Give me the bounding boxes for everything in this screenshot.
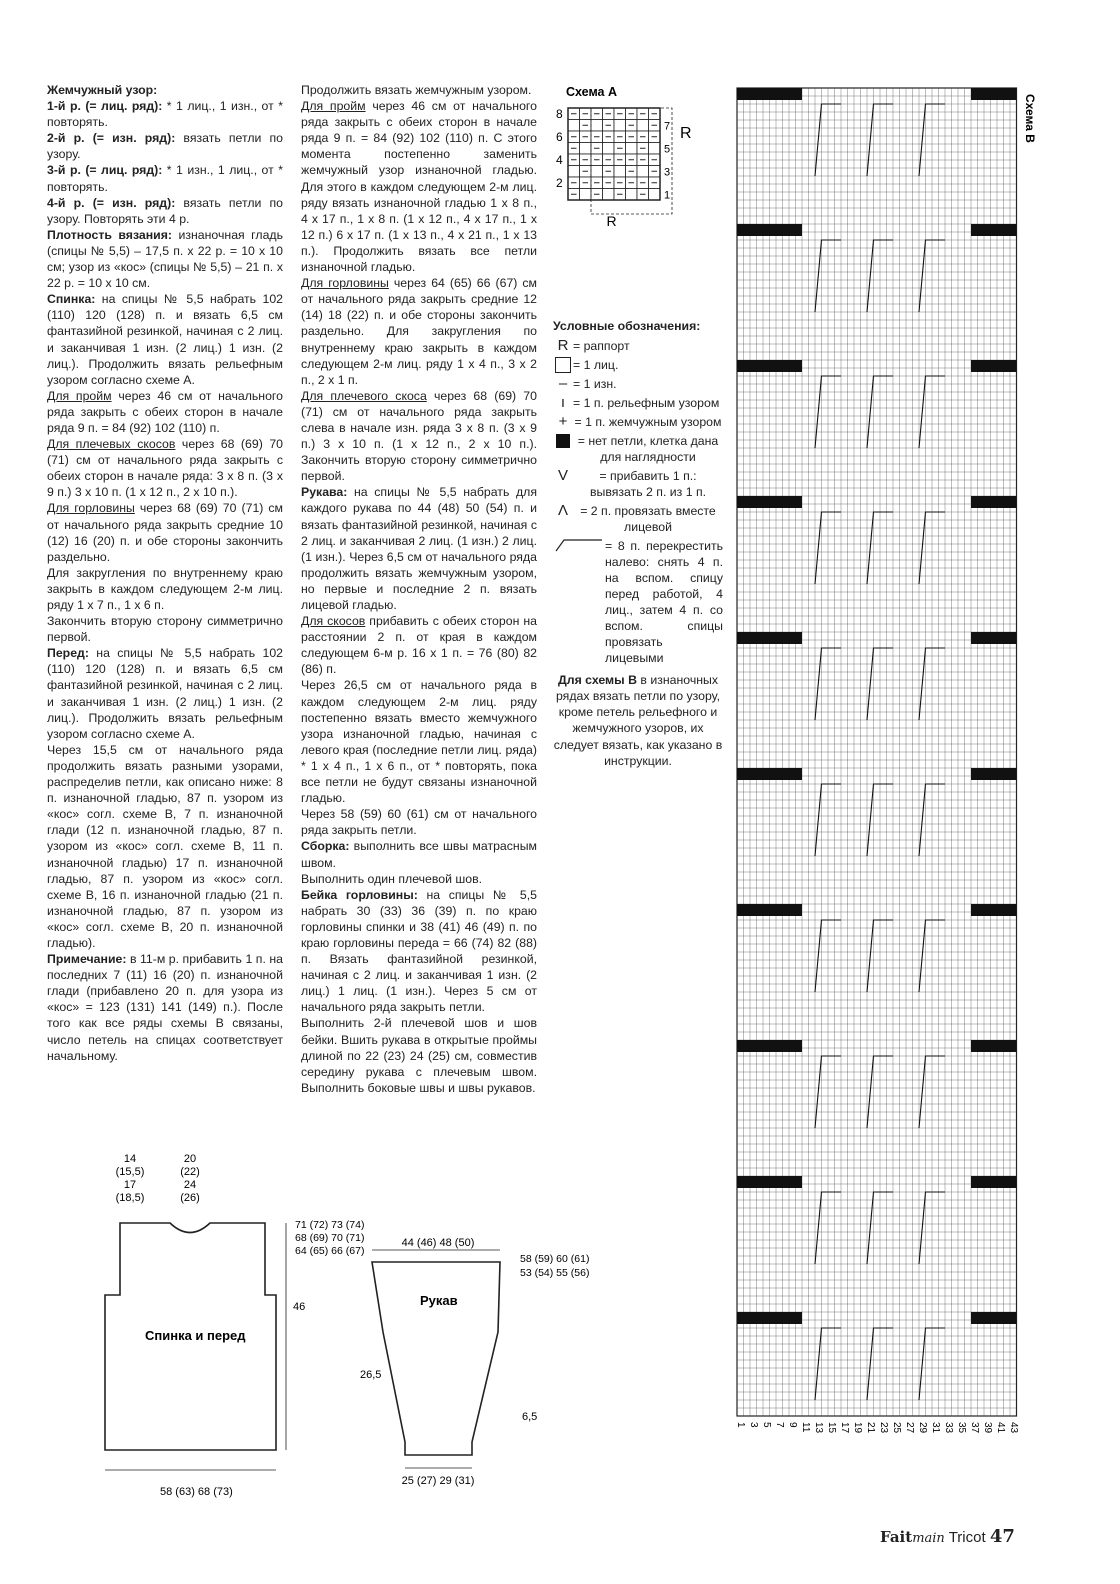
no-stitch-block [971,768,1017,780]
schema-b [737,88,1047,1478]
legend-item-text: = 1 лиц. [573,358,619,373]
col2-paragraph [301,388,537,485]
paragraph-text: Через 58 (59) 60 (61) см от начального ряда закрыть петли. [301,807,537,838]
row-number-left: 4 [556,153,563,167]
no-stitch-block [971,224,1017,236]
column-number: 13 [813,1422,824,1434]
legend-item-text: = 2 п. провязать вместе лицевой [580,504,716,535]
col2-paragraph [301,484,537,613]
body-width-label: 58 (63) 68 (73) [160,1486,233,1498]
col2-paragraph [301,677,537,806]
column-number: 3 [748,1422,759,1428]
top-left-dimension: 17 [123,1179,137,1191]
paragraph-text: на спицы № 5,5 набрать 102 (110) 120 (128) п. и вязать 6,5 см фантазийной резинкой, начиная с 2 лиц. и заканчивая 1 изн. (2 лиц.) 1 изн. (2 лиц.). Продолжить вязать рельефным узором согласно схеме А. [47,646,283,741]
cable-cross-icon [553,538,605,556]
paragraph-subheading: Для плечевых скосов [47,437,176,452]
diagram-svg [100,1150,590,1498]
legend-symbol-icon: – [558,375,568,393]
legend-item-text: = раппорт [573,339,630,354]
body-height-label: 46 [293,1301,306,1313]
page-footer [880,1526,1015,1547]
sleeve-label: Рукав [420,1293,458,1308]
paragraph-heading: Жемчужный узор: [47,83,158,97]
paragraph-heading: Плотность вязания: [47,227,173,242]
sleeve-cuff-label: 6,5 [522,1411,538,1423]
schema-a-cell [649,189,661,201]
paragraph-heading: 4-й р. (= изн. ряд): [47,195,176,210]
col1-paragraph [47,162,283,194]
no-stitch-block [971,1040,1017,1052]
paragraph-subheading: Для пройм [47,388,112,403]
paragraph-heading: Рукава: [301,485,348,500]
legend-item [553,538,723,666]
paragraph-heading: 1-й р. (= лиц. ряд): [47,99,163,114]
column-number: 23 [878,1422,889,1434]
schema-a-cell [580,143,592,155]
col1-paragraph [47,227,283,291]
paragraph-text: выполнить все швы матрасным швом. [301,839,537,870]
col1-paragraph [47,436,283,500]
paragraph-text: в 11-м р. прибавить 1 п. на последних 7 (11) 16 (20) п. изнаночной глади (прибавлено 20 п. для узора из «кос» = 123 (131) 141 (149) п.). После того как все ряды схемы В связаны, число петель на спицах соответствует начальному. [47,952,283,1063]
column-number: 17 [839,1422,850,1434]
col1-paragraph [47,565,283,613]
brand-fait: Fait [880,1528,913,1546]
legend-symbol-icon: R [557,337,569,355]
right-dimension: 68 (69) 70 (71) [295,1232,365,1244]
paragraph-heading: Примечание: [47,952,127,967]
col2-paragraph [301,613,537,677]
schema-a-cell [580,189,592,201]
paragraph-text: на спицы № 5,5 набрать 102 (110) 120 (128) п. и вязать 6,5 см фантазийной резинкой, начиная с 2 лиц. и заканчивая 1 изн. (2 лиц.) 1 изн. (2 лиц.). Продолжить вязать рельефным узором согласно схеме А. [47,292,283,387]
schema-a-cell [637,166,649,178]
legend-symbol-icon: Λ [557,502,569,520]
paragraph-text: через 68 (69) 70 (71) см от начального ряда закрыть средние 10 (12) 16 (20) п. и обе стороны закончить раздельно. [47,501,284,564]
col1-paragraph [47,388,283,436]
paragraph-heading: 3-й р. (= лиц. ряд): [47,163,163,178]
row-number-right: 1 [664,189,671,202]
top-right-dimension: 24 [183,1179,197,1191]
repeat-label-bottom: R [606,213,617,229]
legend-item [553,414,723,430]
no-stitch-block [737,360,802,372]
schema-a-cell [591,166,603,178]
legend-note-heading: Для схемы В [558,673,637,688]
legend-item [553,376,723,392]
text-column-2 [301,82,537,1096]
legend-symbol-icon: + [558,413,568,431]
no-stitch-block [971,360,1017,372]
col2-paragraph [301,887,537,1016]
col2-paragraph [301,82,537,98]
paragraph-text: вязать петли по узору. Повторять эти 4 р. [47,195,284,226]
no-stitch-block [971,1312,1017,1324]
schema-a-cell [568,120,580,132]
col2-paragraph [301,1015,537,1095]
sleeve-right-dimension: 58 (59) 60 (61) [520,1253,590,1265]
legend-symbol-icon: V [557,467,568,485]
right-dimension: 71 (72) 73 (74) [295,1219,365,1231]
column-number: 29 [917,1422,928,1434]
paragraph-subheading: Для горловины [301,276,389,291]
sleeve-right-dimension: 53 (54) 55 (56) [520,1267,590,1279]
paragraph-text: изнаночная гладь (спицы № 5,5) – 17,5 п. х 22 р. = 10 х 10 см; узор из «кос» (спицы № 5,5) – 21 п. х 22 р. = 10 х 10 см. [47,227,283,291]
paragraph-text: Выполнить 2-й плечевой шов и шов бейки. Вшить рукава в открытые проймы длиной по 22 (23) 24 (25) см, совместив середину рукава с плечевым швом. Выполнить боковые швы и швы рукавов. [301,1016,537,1095]
paragraph-text: через 68 (69) 70 (71) см от начального ряда закрыть с обеих сторон в начале ряда: 3 х 8 п. (3 х 9 п.) 3 х 10 п. (1 х 12 п., 2 х 10 п.). [47,437,283,500]
row-number-left: 6 [556,130,563,144]
paragraph-text: вязать петли по узору. [47,131,284,162]
paragraph-subheading: Для скосов [301,614,366,629]
brand-main: main [912,1531,945,1546]
sleeve-left-label: 26,5 [360,1369,382,1381]
column-number: 11 [800,1422,811,1433]
top-right-dimension: (22) [180,1166,200,1178]
schema-a-title: Схема А [566,85,617,99]
right-dimension: 64 (65) 66 (67) [295,1245,365,1257]
schema-b-chart [737,88,1047,1473]
no-stitch-block [737,1040,802,1052]
legend-item-text: = 1 изн. [573,377,617,392]
row-number-left: 2 [556,176,563,190]
paragraph-text: * 1 лиц., 1 изн., от * повторять. [47,99,283,130]
schema-a-cell [568,166,580,178]
no-stitch-block [737,632,802,644]
col1-paragraph [47,195,283,227]
legend [553,318,723,769]
no-stitch-block [971,632,1017,644]
sleeve-bottom-label: 25 (27) 29 (31) [401,1475,475,1487]
row-number-right: 3 [664,166,671,179]
top-right-dimension: (26) [180,1192,200,1204]
legend-item-text: = нет петли, клетка дана для наглядности [577,434,719,465]
row-number-right: 7 [664,120,671,133]
col1-paragraph [47,130,283,162]
paragraph-heading: Бейка горловины: [301,887,418,902]
page-number: 47 [989,1526,1015,1547]
paragraph-heading: Перед: [47,646,89,661]
no-stitch-block [737,224,802,236]
paragraph-text: Через 15,5 см от начального ряда продолжить вязать разными узорами, распределив петли, как описано ниже: 8 п. изнаночной гладью, 87 п. узором из «кос» согл. схеме В, 7 п. изнаночной глади (12 п. изнаночной гладью, 87 п. узором из «кос» согл. схеме В, 11 п. изнаночной гладью) 17 п. изнаночной гладью, 87 п. узором из «кос» согл. схеме В, 16 п. изнаночной гладью (21 п. изнаночной гладью, 87 п. узором из «кос» согл. схеме В, 20 п. изнаночной гладью). [47,742,283,950]
paragraph-text: на спицы № 5,5 набрать для каждого рукава по 44 (48) 50 (54) п. и вязать фантазийной резинкой, начиная с 2 лиц. и заканчивая 2 лиц. (1 изн.) 2 лиц. (1 изн.). Через 6,5 см от начального ряда продолжить вязать жемчужным узором, но первые и последние 2 п. вязать лицевой гладью. [301,485,537,612]
text-column-1 [47,82,283,1064]
schema-a-cell [591,120,603,132]
paragraph-subheading: Для плечевого скоса [301,388,427,403]
paragraph-subheading: Для пройм [301,99,366,114]
sleeve-outline [372,1262,500,1455]
schema-a-cell [649,143,661,155]
legend-item [553,468,723,500]
legend-item [553,357,723,373]
row-number-right: 5 [664,143,671,156]
schema-a-cell [637,120,649,132]
no-stitch-block [971,1176,1017,1188]
paragraph-subheading: Для горловины [47,501,135,516]
schema-a [548,80,708,265]
top-right-dimension: 20 [183,1153,197,1165]
column-number: 21 [865,1422,876,1434]
no-stitch-block [971,496,1017,508]
schema-a-cell [614,166,626,178]
schema-a-cell [614,120,626,132]
legend-item-text: = 1 п. рельефным узором [573,396,720,411]
paragraph-text: Выполнить один плечевой шов. [301,871,483,886]
paragraph-text: Продолжить вязать жемчужным узором. [301,83,532,97]
schema-b-title: Схема В [1023,94,1037,143]
top-left-dimension: (15,5) [115,1166,145,1178]
col2-paragraph [301,871,537,887]
column-number: 19 [852,1422,863,1434]
column-number: 9 [787,1422,798,1428]
paragraph-heading: Спинка: [47,292,96,307]
paragraph-text: Для закругления по внутреннему краю закрыть в каждом следующем 2-м лиц. ряду 1 х 7 п., 1 х 6 п. [47,565,283,612]
paragraph-text: на спицы № 5,5 набрать 30 (33) 36 (39) п. по краю горловины спинки и 38 (41) 46 (49) п. по краю горловины переда = 66 (74) 82 (88) п. Вязать фантазийной резинкой, начиная с 2 лиц. и заканчивая 1 изн. (2 лиц.) 1 лиц. (1 изн.). Через 5 см от начального ряда закрыть петли. [301,887,537,1015]
paragraph-heading: Сборка: [301,839,350,854]
repeat-label-right: R [680,125,692,142]
legend-symbol-icon: ı [560,394,566,412]
col1-paragraph [47,291,283,388]
schema-a-cell [603,143,615,155]
schema-a-cell [626,189,638,201]
no-stitch-block [971,88,1017,100]
col1-paragraph [47,645,283,742]
paragraph-text: через 46 см от начального ряда закрыть с обеих сторон в начале ряда 9 п. = 84 (92) 102 (110) п. [47,388,283,435]
schema-a-cell [603,189,615,201]
paragraph-text: через 68 (69) 70 (71) см от начального ряда закрыть слева в начале изн. ряда 3 х 8 п. (3 х 9 п.) 3 х 10 п. (1 х 12 п., 2 х 10 п.). Закончить вторую сторону симметрично первой. [301,388,537,484]
legend-title: Условные обозначения: [553,319,701,333]
column-number: 41 [995,1422,1006,1434]
top-left-dimension: (18,5) [115,1192,145,1204]
no-stitch-block [971,904,1017,916]
legend-note-text: в изнаночных рядах вязать петли по узору, кроме петель рельефного и жемчужного узоров, их следует вязать, как указано в инструкции. [553,673,723,768]
no-stitch-block [737,904,802,916]
col2-paragraph [301,98,537,275]
col1-paragraph [47,613,283,645]
legend-item-text: = прибавить 1 п.: вывязать 2 п. из 1 п. [589,469,707,500]
sleeve-top-label: 44 (46) 48 (50) [401,1237,475,1249]
paragraph-text: Закончить вторую сторону симметрично первой. [47,614,283,645]
paragraph-text: * 1 изн., 1 лиц., от * повторять. [47,163,283,194]
paragraph-text: через 46 см от начального ряда закрыть с обеих сторон в начале ряда 9 п. = 84 (92) 102 (110) п. С этого момента постепенно заменить жемчужный узор изнаночной гладью. Для этого в каждом следующем 2-м лиц. ряду вязать изнаночной гладью 1 х 8 п., 4 х 17 п., 1 х 8 п. (1 х 12 п., 4 х 17 п., 1 х 12 п.) 6 х 17 п. (1 х 13 п., 4 х 21 п., 1 х 13 п.). Продолжить вязать все петли изнаночной гладью. [301,99,537,275]
column-number: 43 [1008,1422,1019,1434]
no-stitch-block [737,1312,802,1324]
no-stitch-symbol-icon [553,433,573,449]
legend-item [553,395,723,411]
garment-diagrams [100,1150,590,1498]
legend-item [553,503,723,535]
col2-paragraph [301,838,537,870]
schema-a-cell [626,143,638,155]
brand-tricot: Tricot [948,1529,986,1546]
paragraph-text: через 64 (65) 66 (67) см от начального ряда закрыть средние 12 (14) 18 (22) п. и обе стороны закончить раздельно. Для закругления по внутреннему краю закрыть в каждом следующем 2-м лиц. ряду 1 х 4 п., 3 х 2 п., 2 х 1 п. [301,276,538,387]
column-number: 7 [774,1422,785,1428]
column-number: 39 [982,1422,993,1434]
column-number: 37 [969,1422,980,1434]
column-number: 1 [735,1422,746,1428]
column-number: 35 [956,1422,967,1434]
schema-a-chart [548,80,708,260]
no-stitch-block [737,496,802,508]
row-number-left: 8 [556,107,563,121]
column-number: 31 [930,1422,941,1434]
col1-paragraph [47,742,283,951]
column-number: 27 [904,1422,915,1434]
paragraph-heading: 2-й р. (= изн. ряд): [47,131,176,146]
paragraph-text: Через 26,5 см от начального ряда в каждом следующем 2-м лиц. ряду постепенно вязать вместо жемчужного узора изнаночной гладью, начиная с левого края (последние петли лиц. ряда) * 1 х 4 п., 1 х 6 п., от * повторять, пока все петли не будут связаны изнаночной гладью. [301,678,537,806]
column-number: 33 [943,1422,954,1434]
col1-paragraph [47,500,283,564]
no-stitch-block [737,1176,802,1188]
legend-item-text: = 1 п. жемчужным узором [574,415,722,430]
column-number: 25 [891,1422,902,1434]
legend-item [553,338,723,354]
legend-item [553,433,723,465]
col2-paragraph [301,275,537,388]
col1-paragraph [47,951,283,1064]
no-stitch-block [737,88,802,100]
column-number: 5 [761,1422,772,1428]
body-label: Спинка и перед [145,1328,246,1343]
paragraph-text: прибавить с обеих сторон на расстоянии 2 п. от края в каждом следующем 6-м р. 16 х 1 п. = 76 (80) 82 (86) п. [301,614,537,677]
no-stitch-block [737,768,802,780]
legend-item-text: = 8 п. перекрестить налево: снять 4 п. на вспом. спицу перед работой, 4 лиц., затем 4 п. со вспом. спицы провязать лицевыми [605,539,723,666]
top-left-dimension: 14 [123,1153,137,1165]
col2-paragraph [301,806,537,838]
col1-paragraph [47,98,283,130]
column-number: 15 [826,1422,837,1434]
col1-paragraph [47,82,283,98]
knit-symbol-icon [553,357,573,373]
